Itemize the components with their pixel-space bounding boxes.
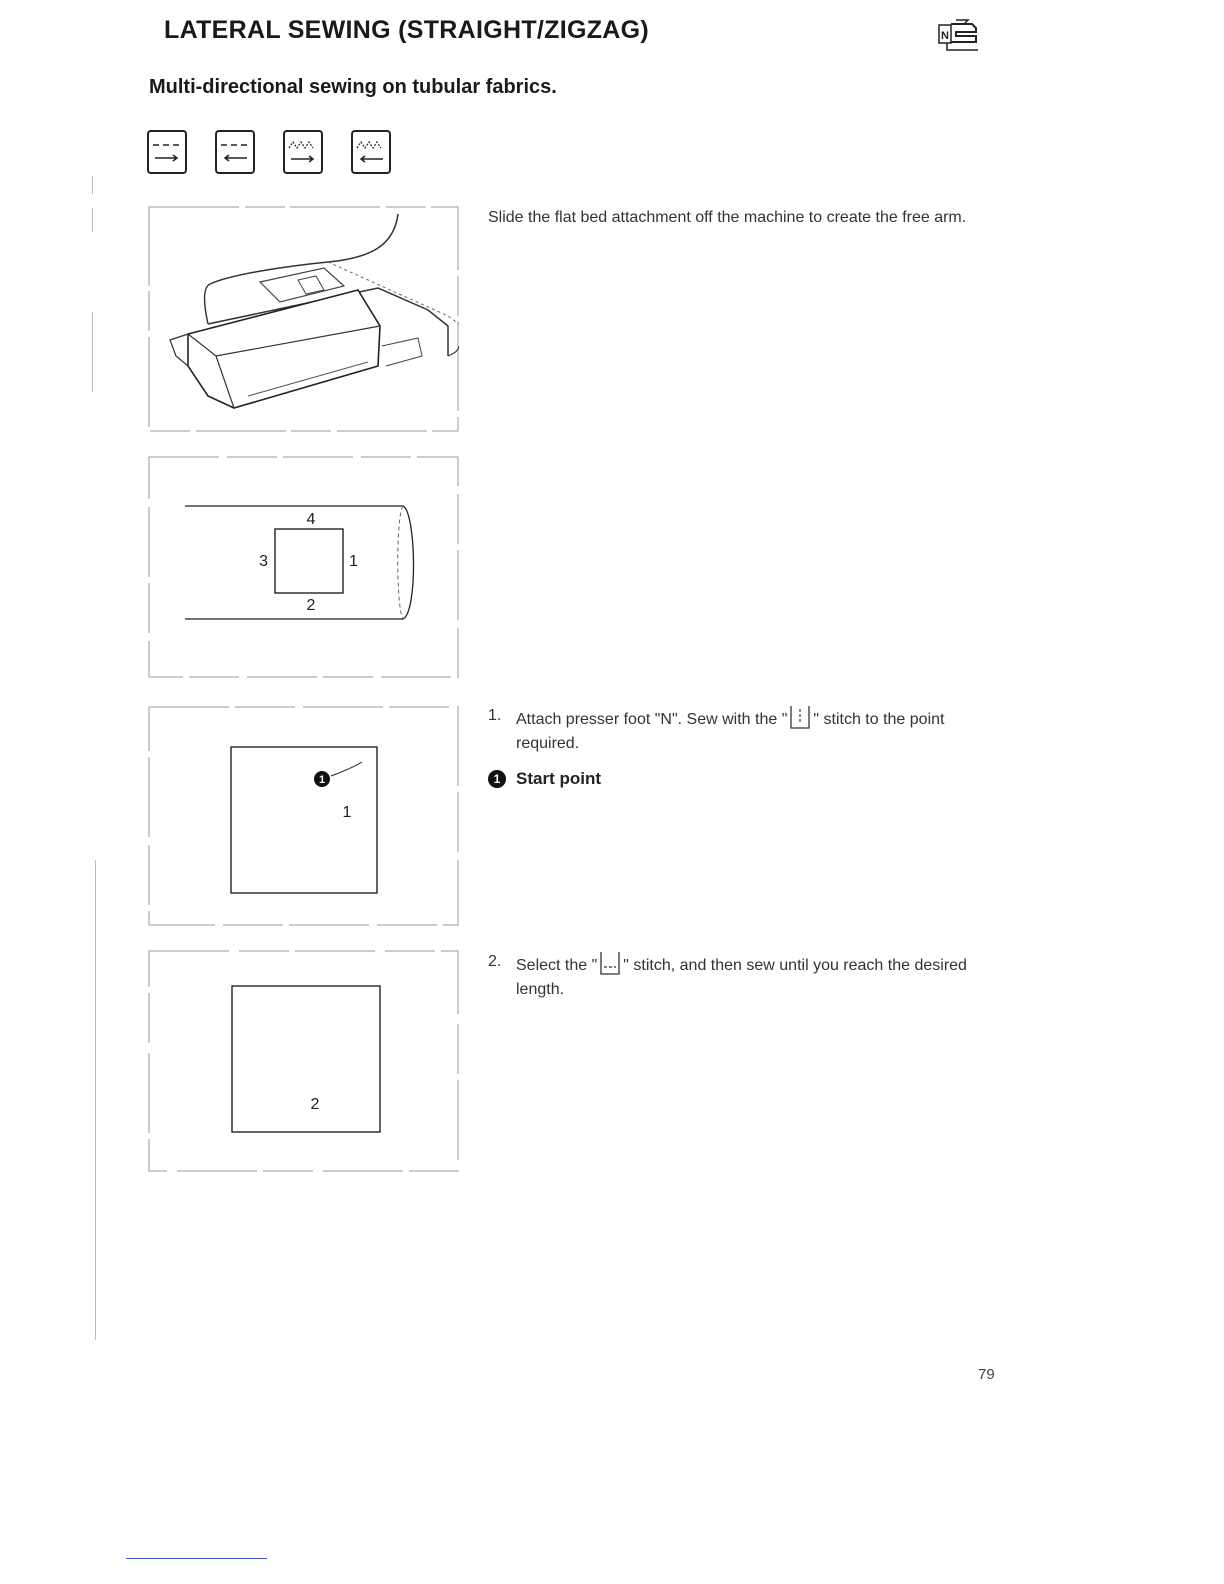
margin-mark: [95, 860, 96, 1340]
margin-mark: [92, 176, 93, 194]
step-text-after: " stitch, and then sew until you reach the desired length.: [516, 957, 967, 998]
start-point-label: Start point: [516, 769, 601, 788]
tube-side-label-right: 1: [349, 553, 358, 570]
center-needle-stitch-icon: [789, 704, 811, 730]
straight-stitch-icon: [599, 950, 621, 976]
margin-mark: [92, 312, 93, 392]
start-marker-number: 1: [318, 774, 326, 786]
tube-side-label-left: 3: [259, 553, 268, 570]
step2-diagram: [148, 950, 459, 1172]
flat-bed-figure: [148, 206, 459, 432]
step-number: 2.: [488, 953, 502, 970]
flat-bed-illustration: [148, 206, 459, 432]
step-text-before: Select the ": [516, 957, 598, 974]
tube-side-label-bottom: 2: [306, 597, 316, 614]
step1-illustration: [148, 706, 459, 926]
presser-foot-n-icon: [938, 18, 982, 52]
step-text: [516, 950, 1001, 1002]
page-title: LATERAL SEWING (STRAIGHT/ZIGZAG): [164, 16, 650, 44]
tube-illustration: [148, 456, 459, 678]
intro-text: Slide the flat bed attachment off the machine to create the free arm.: [488, 209, 967, 226]
zigzag-stitch-backward-icon: [351, 130, 391, 174]
margin-mark: [92, 208, 93, 232]
step-number: 1.: [488, 707, 502, 724]
footer-rule: [126, 1558, 267, 1559]
step-text-before: Attach presser foot "N". Sew with the ": [516, 711, 788, 728]
step1-diagram: [148, 706, 459, 926]
start-point-legend: [488, 769, 601, 789]
step2-seam-label: 2: [310, 1096, 320, 1113]
straight-stitch-backward-icon: [215, 130, 255, 174]
step-text-after: " stitch to the point required.: [516, 711, 945, 752]
step-text: [516, 704, 1001, 756]
page-number: 79: [978, 1366, 995, 1383]
tube-diagram: [148, 456, 459, 678]
step2-illustration: [148, 950, 459, 1172]
zigzag-stitch-forward-icon: [283, 130, 323, 174]
stitch-pattern-icons: [147, 130, 397, 178]
section-subtitle: Multi-directional sewing on tubular fabrics.: [149, 76, 557, 98]
svg-text:N: N: [941, 30, 949, 42]
step1-seam-label: 1: [342, 804, 352, 821]
straight-stitch-forward-icon: [147, 130, 187, 174]
start-point-marker: 1: [488, 770, 506, 788]
tube-side-label-top: 4: [306, 511, 316, 528]
